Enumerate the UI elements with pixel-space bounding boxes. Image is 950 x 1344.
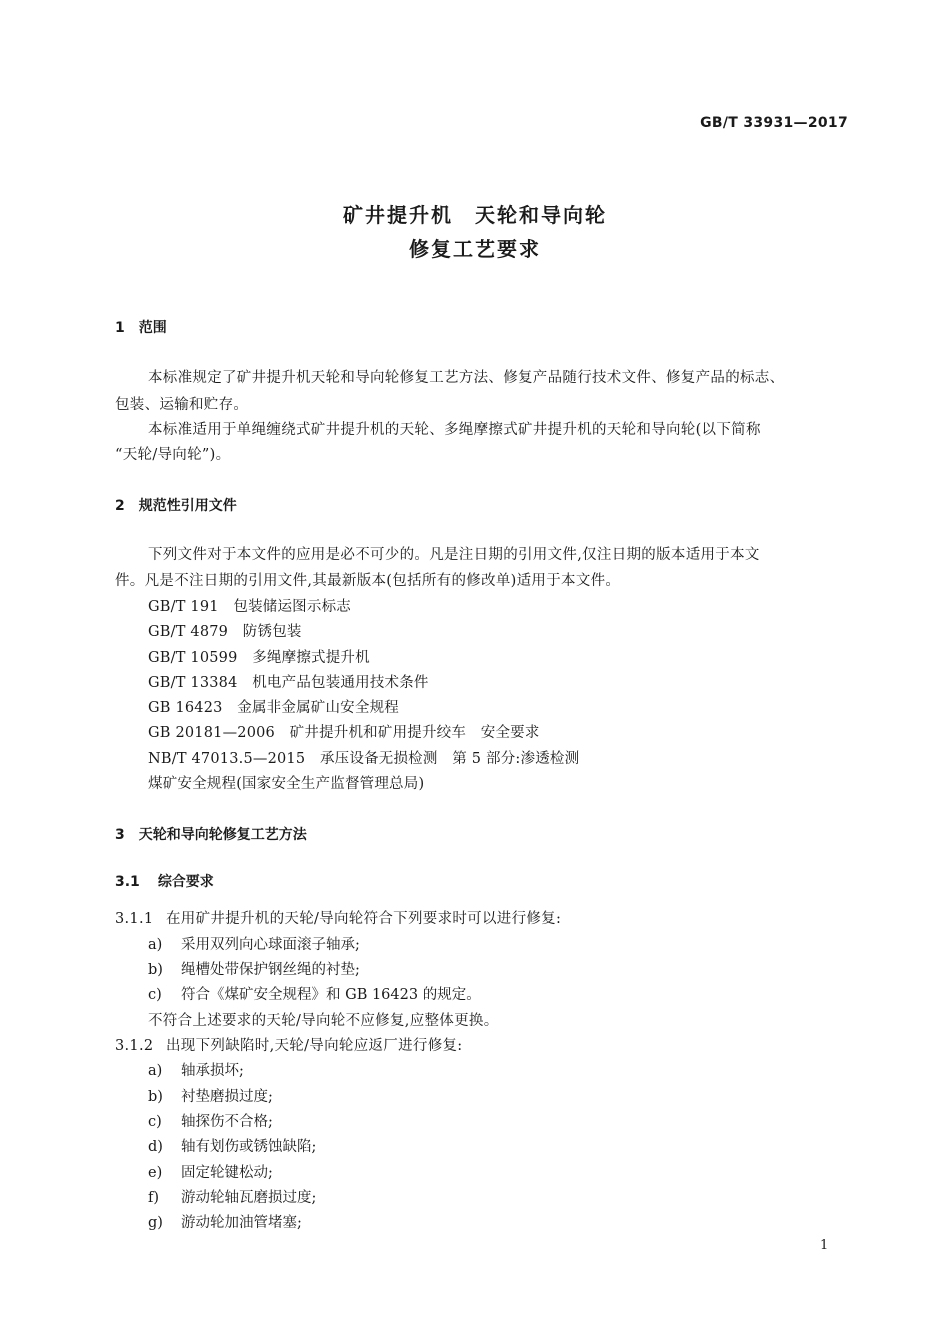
list-marker: b) [148,1089,163,1105]
clause-text: 在用矿井提升机的天轮/导向轮符合下列要求时可以进行修复: [166,911,562,927]
clause-3-1-1 [115,907,561,928]
list-marker: e) [148,1165,163,1181]
reference-item: GB/T 13384 机电产品包装通用技术条件 [148,675,429,691]
list-item [148,1085,273,1106]
standard-number: GB/T 33931—2017 [700,115,848,131]
list-item [148,1161,273,1182]
list-item [148,1135,316,1156]
reference-item: GB/T 191 包装储运图示标志 [148,599,351,615]
list-text: 轴有划伤或锈蚀缺陷; [181,1139,317,1155]
section-title: 天轮和导向轮修复工艺方法 [138,827,307,843]
section-title: 规范性引用文件 [138,498,237,514]
section-number: 2 [115,498,125,514]
section-1-heading [115,317,167,337]
paragraph-line: 不符合上述要求的天轮/导向轮不应修复,应整体更换。 [148,1013,499,1029]
list-text: 轴承损坏; [181,1063,244,1079]
page-number: 1 [820,1238,829,1253]
section-3-heading [115,824,307,844]
section-title: 范围 [138,320,167,336]
reference-item: 煤矿安全规程(国家安全生产监督管理总局) [148,776,425,792]
clause-3-1-2 [115,1034,462,1055]
reference-item: GB/T 4879 防锈包装 [148,624,302,640]
reference-item: NB/T 47013.5—2015 承压设备无损检测 第 5 部分:渗透检测 [148,751,580,767]
list-text: 绳槽处带保护钢丝绳的衬垫; [181,962,360,978]
list-marker: a) [148,937,163,953]
paragraph-line: 本标准适用于单绳缠绕式矿井提升机的天轮、多绳摩擦式矿井提升机的天轮和导向轮(以下简称 [148,422,761,438]
paragraph-line: 下列文件对于本文件的应用是必不可少的。凡是注日期的引用文件,仅注日期的版本适用于本文 [148,547,760,563]
reference-item: GB 20181—2006 矿井提升机和矿用提升绞车 安全要求 [148,725,540,741]
list-item [148,958,360,979]
list-text: 轴探伤不合格; [181,1114,273,1130]
subsection-number: 3.1 [115,874,140,890]
list-item [148,1186,316,1207]
list-text: 游动轮加油管堵塞; [181,1215,302,1231]
paragraph-line: 件。凡是不注日期的引用文件,其最新版本(包括所有的修改单)适用于本文件。 [115,573,621,589]
subsection-title: 综合要求 [157,874,214,890]
clause-text: 出现下列缺陷时,天轮/导向轮应返厂进行修复: [166,1038,463,1054]
reference-item: GB 16423 金属非金属矿山安全规程 [148,700,399,716]
document-title-line-1: 矿井提升机 天轮和导向轮 [343,203,607,227]
list-marker: f) [148,1190,160,1206]
list-text: 衬垫磨损过度; [181,1089,273,1105]
paragraph-line: 包装、运输和贮存。 [115,397,249,413]
list-item [148,983,481,1004]
paragraph-line: 本标准规定了矿井提升机天轮和导向轮修复工艺方法、修复产品随行技术文件、修复产品的标志、 [148,370,785,386]
list-marker: c) [148,987,162,1003]
subsection-3-1-heading [115,871,214,891]
section-number: 3 [115,827,125,843]
clause-number: 3.1.2 [115,1038,154,1054]
reference-item: GB/T 10599 多绳摩擦式提升机 [148,650,370,666]
list-marker: g) [148,1215,163,1231]
list-item [148,1059,244,1080]
clause-number: 3.1.1 [115,911,154,927]
list-marker: a) [148,1063,163,1079]
list-item [148,933,360,954]
document-title-line-2: 修复工艺要求 [409,237,541,261]
list-marker: b) [148,962,163,978]
list-item [148,1110,273,1131]
list-text: 采用双列向心球面滚子轴承; [181,937,360,953]
list-marker: d) [148,1139,163,1155]
section-2-heading [115,495,237,515]
list-text: 游动轮轴瓦磨损过度; [181,1190,317,1206]
paragraph-line: “天轮/导向轮”)。 [115,447,231,463]
section-number: 1 [115,320,125,336]
list-text: 符合《煤矿安全规程》和 GB 16423 的规定。 [181,987,481,1003]
list-item [148,1211,302,1232]
list-text: 固定轮键松动; [181,1165,273,1181]
list-marker: c) [148,1114,162,1130]
